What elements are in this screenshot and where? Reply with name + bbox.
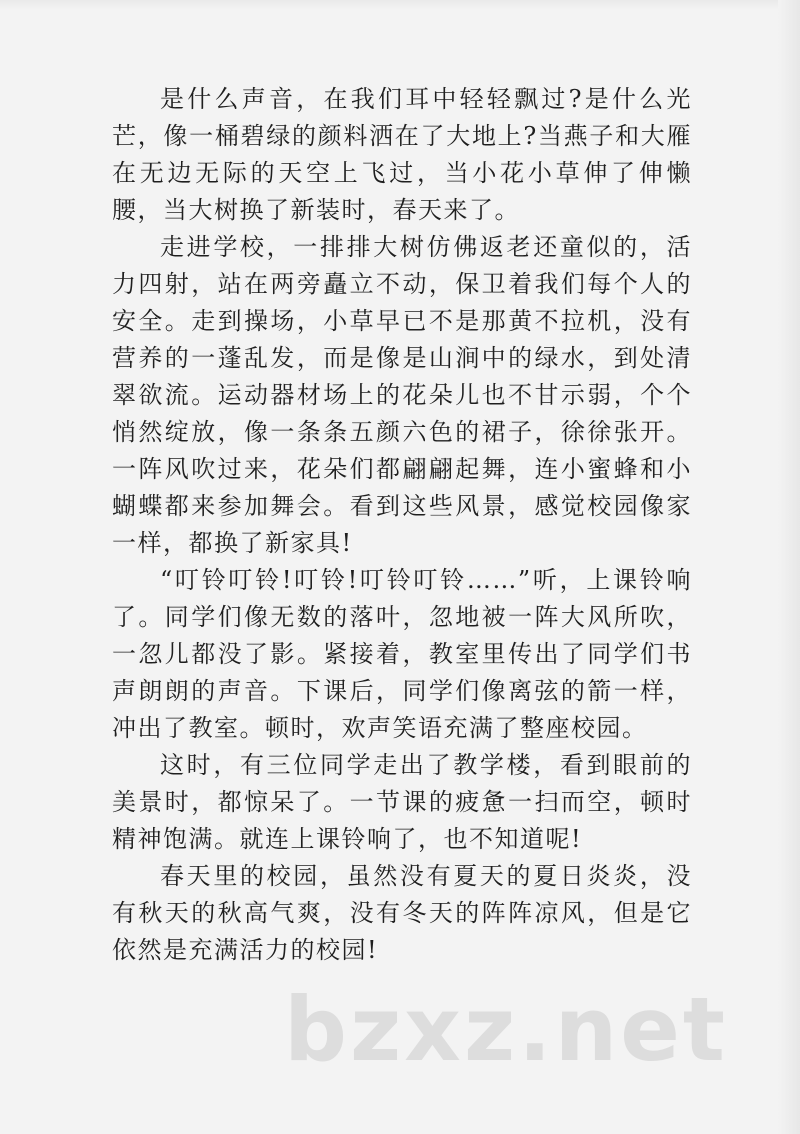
document-body (112, 81, 692, 969)
site-watermark: bzxz.net (283, 978, 728, 1081)
paragraph-3: “叮铃叮铃!叮铃!叮铃叮铃……”听，上课铃响了。同学们像无数的落叶，忽地被一阵大风所吹，一忽儿都没了影。紧接着，教室里传出了同学们书声朗朗的声音。下课后，同学们像离弦的箭一样，冲出了教室。顿时，欢声笑语充满了整座校园。 (112, 566, 692, 742)
paragraph-4: 这时，有三位同学走出了教学楼，看到眼前的美景时，都惊呆了。一节课的疲惫一扫而空，顿时精神饱满。就连上课铃响了，也不知道呢! (112, 751, 692, 853)
paragraph-1: 是什么声音，在我们耳中轻轻飘过?是什么光芒，像一桶碧绿的颜料洒在了大地上?当燕子和大雁在无边无际的天空上飞过，当小花小草伸了伸懒腰，当大树换了新装时，春天来了。 (112, 85, 692, 224)
paragraph-5: 春天里的校园，虽然没有夏天的夏日炎炎，没有秋天的秋高气爽，没有冬天的阵阵凉风，但是它依然是充满活力的校园! (112, 862, 692, 964)
paragraph-2: 走进学校，一排排大树仿佛返老还童似的，活力四射，站在两旁矗立不动，保卫着我们每个人的安全。走到操场，小草早已不是那黄不拉机，没有营养的一蓬乱发，而是像是山涧中的绿水，到处清翠欲流。运动器材场上的花朵儿也不甘示弱，个个悄然绽放，像一条条五颜六色的裙子，徐徐张开。一阵风吹过来，花朵们都翩翩起舞，连小蜜蜂和小蝴蝶都来参加舞会。看到这些风景，感觉校园像家一样，都换了新家具! (112, 233, 692, 557)
page-right-shadow (778, 0, 800, 1134)
page-top-shadow (0, 0, 800, 10)
